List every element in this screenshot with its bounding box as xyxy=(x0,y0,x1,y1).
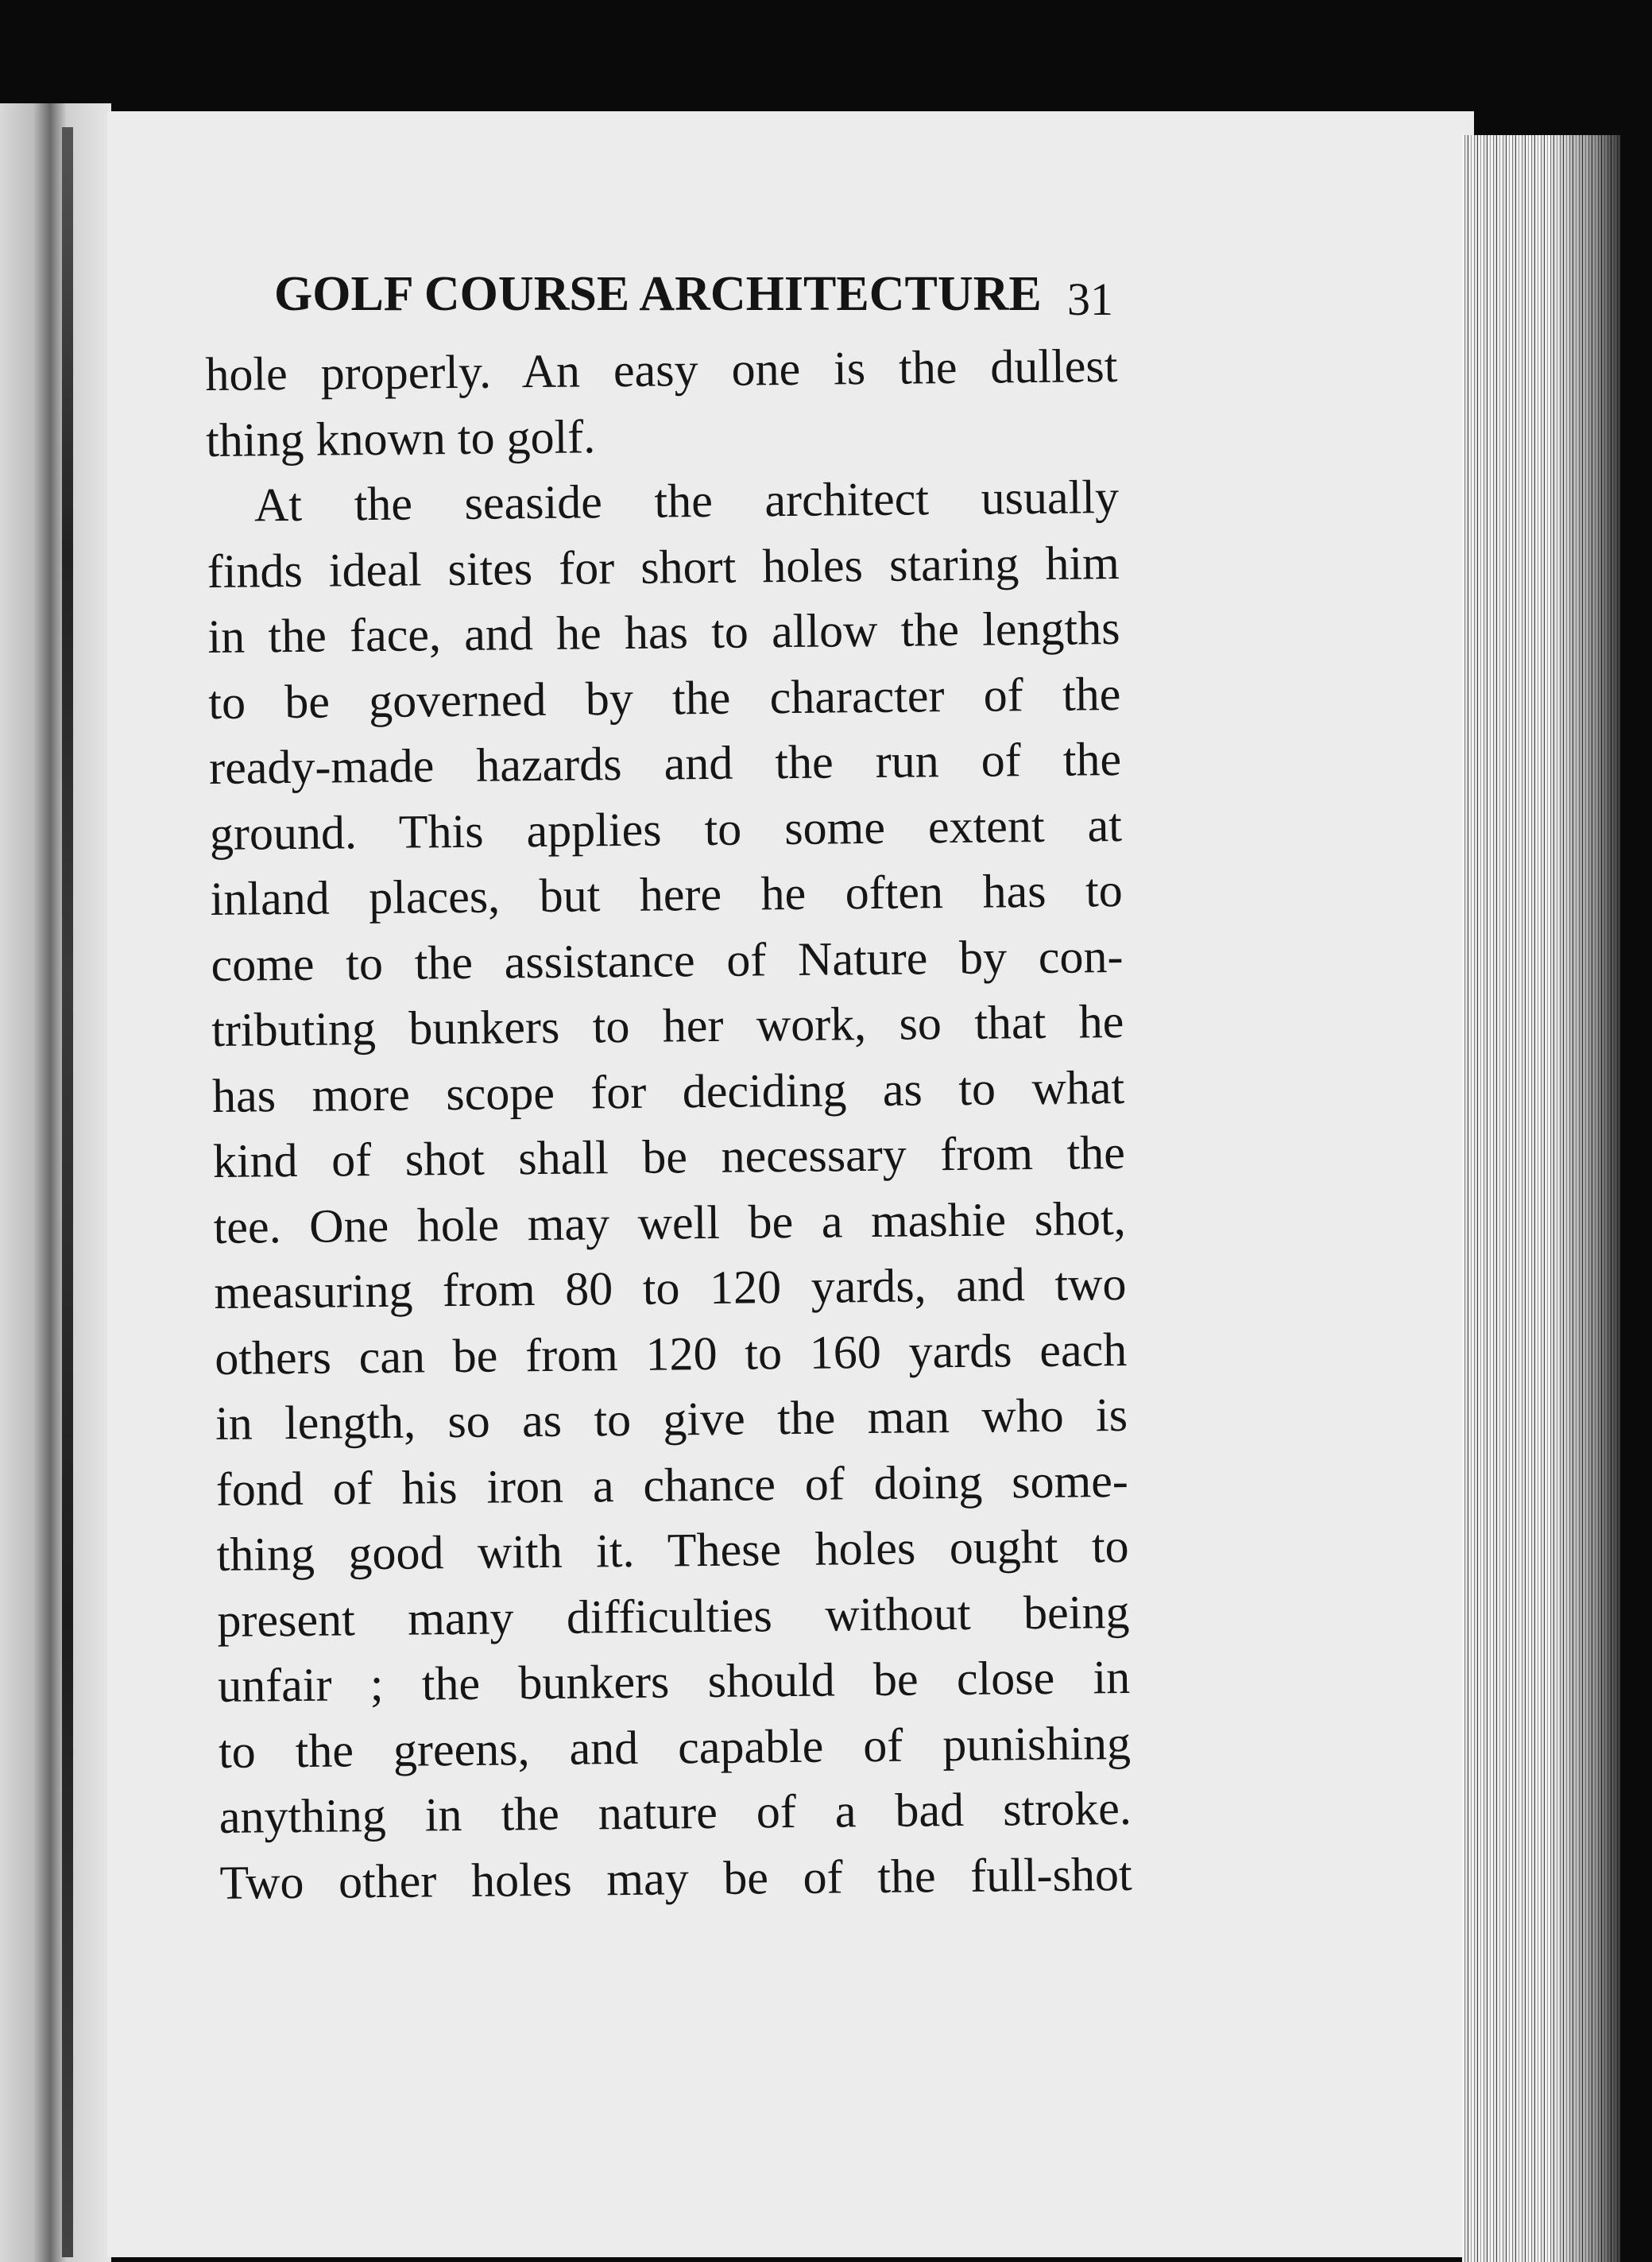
text-line: finds ideal sites for short holes staring him xyxy=(207,536,1120,598)
left-page-edge xyxy=(0,103,111,2262)
text-line: has more scope for deciding as to what xyxy=(211,1060,1125,1122)
text-line: measuring from 80 to 120 yards, and two xyxy=(214,1257,1127,1319)
text-line: ground. This applies to some extent at xyxy=(209,798,1123,860)
text-line: present many difficulties without being xyxy=(217,1585,1130,1647)
text-line: tributing bunkers to her work, so that he xyxy=(211,994,1124,1056)
text-line: ready-made hazards and the run of the xyxy=(208,732,1122,794)
text-line: kind of shot shall be necessary from the xyxy=(212,1125,1126,1187)
text-line: come to the assistance of Nature by con- xyxy=(211,929,1124,991)
text-line: Two other holes may be of the full-shot xyxy=(219,1847,1132,1909)
text-line: hole properly. An easy one is the dullest xyxy=(205,339,1118,401)
gutter-shadow xyxy=(62,127,73,2257)
page-number: 31 xyxy=(1067,273,1113,325)
text-line: others can be from 120 to 160 yards each xyxy=(214,1323,1128,1385)
text-line: thing good with it. These holes ought to xyxy=(216,1519,1129,1581)
text-line: to the greens, and capable of punishing xyxy=(218,1716,1132,1778)
text-line: inland places, but here he often has to xyxy=(210,863,1123,925)
running-title: GOLF COURSE ARCHITECTURE xyxy=(274,267,1042,321)
text-line: in length, so as to give the man who is xyxy=(215,1388,1128,1450)
text-line: At the seaside the architect usually xyxy=(253,470,1120,532)
text-line: unfair ; the bunkers should be close in xyxy=(217,1650,1131,1712)
text-line: anything in the nature of a bad stroke. xyxy=(219,1781,1132,1843)
text-line: tee. One hole may well be a mashie shot, xyxy=(213,1191,1126,1253)
body-text xyxy=(205,333,1132,1915)
page-header xyxy=(274,266,1132,338)
text-line: to be governed by the character of the xyxy=(208,667,1121,729)
book-fore-edge xyxy=(1462,135,1621,2262)
text-line: in the face, and he has to allow the lengths xyxy=(207,601,1120,663)
fore-edge-shadow xyxy=(1549,135,1621,2262)
text-line: fond of his iron a chance of doing some- xyxy=(215,1454,1129,1516)
text-line: thing known to golf. xyxy=(205,409,596,467)
